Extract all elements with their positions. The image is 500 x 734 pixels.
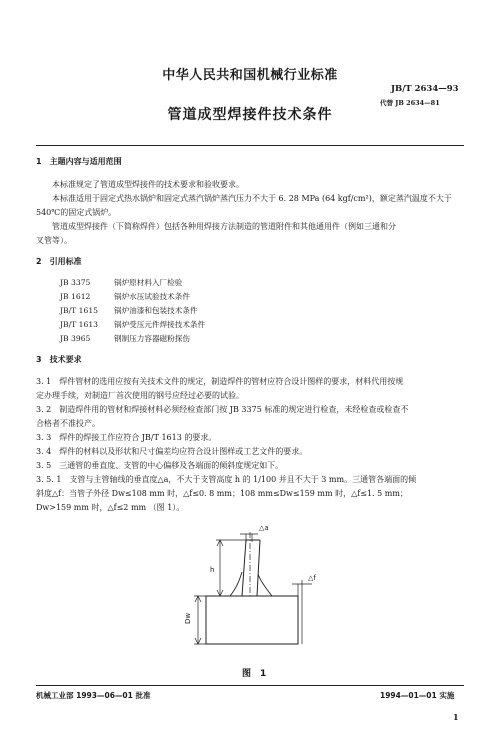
standard-code: JB/T 2634—93 [391,84,459,94]
reference-code: JB 3965 [60,334,91,343]
clause-3-5-1c: Dw>159 mm 时，△f≤2 mm （图 1）。 [36,503,185,512]
clause-3-5: 3. 5 三通管的垂直度、支管的中心偏移及各端面的倾斜度规定如下。 [36,461,284,470]
clause-3-5-1b: 斜度△f：当管子外径 Dw≤108 mm 时，△f≤0. 8 mm；108 mm≤Dw≤159 mm 时，△f≤1. 5 mm； [36,489,408,498]
section-1-para-2a: 本标准适用于固定式热水锅炉和固定式蒸汽锅炉蒸汽压力不大于 6. 28 MPa (64 kgf/cm²)，额定蒸汽温度不大于 [52,194,452,203]
approval-date: 机械工业部 1993—06—01 批准 [36,691,151,700]
clause-3-3: 3. 3 焊件的焊接工作应符合 JB/T 1613 的要求。 [36,433,217,442]
document-title: 管道成型焊接件技术条件 [167,107,333,123]
footer-rule [36,685,464,686]
section-1-para-3a: 管道成型焊接件（下简称焊件）包括各种用焊接方法制造的管道附件和其他通用件（例如三通和分 [52,222,396,231]
reference-item [60,332,190,346]
section-3-heading: 3 技术要求 [36,355,82,364]
section-1-para-3b: 叉管等）。 [36,236,72,245]
clause-3-4: 3. 4 焊件的材料以及形状和尺寸偏差均应符合设计图样或工艺文件的要求。 [36,447,308,456]
reference-item [60,304,198,318]
reference-item [60,276,182,290]
section-1-heading: 1 主题内容与适用范围 [36,157,122,166]
reference-code: JB 1612 [60,292,91,301]
reference-item [60,318,205,332]
reference-title: 锅炉原材料入厂检验 [114,278,183,287]
reference-title: 锅炉油漆和包装技术条件 [114,306,198,315]
dw-label: Dw [184,612,192,624]
section-2-heading: 2 引用标准 [36,257,82,266]
figure-caption: 图 1 [242,669,267,679]
clause-3-5-1a: 3. 5. 1 支管与主管轴线的垂直度△a，不大于支管高度 h 的 1/100 并且不大于 3 mm。三通管各端面的倾 [36,475,417,484]
section-1-para-2b: 540℃的固定式锅炉。 [36,208,117,217]
reference-code: JB/T 1613 [60,320,98,329]
header-rule [36,145,464,146]
main-pipe [206,596,298,644]
figure-1-tee-diagram [160,520,340,650]
standard-category: 中华人民共和国机械行业标准 [162,68,338,83]
clause-3-1b: 定办理手续，对制造厂首次使用的钢号应经过必要的试验。 [36,391,244,400]
branch-pipe [242,540,260,596]
reference-title: 锅炉受压元件焊接技术条件 [114,320,206,329]
reference-title: 钢制压力容器磁粉探伤 [114,334,190,343]
replaces-note: 代替 JB 2634—81 [380,99,440,107]
reference-code: JB/T 1615 [60,306,98,315]
reference-code: JB 3375 [60,278,91,287]
clause-3-2a: 3. 2 制造焊件用的管材和焊接材料必须经检查部门按 JB 3375 标准的规定进行检查，未经检查或检查不 [36,405,409,414]
effective-date: 1994—01—01 实施 [380,691,455,700]
clause-3-2b: 合格者不准投产。 [36,419,100,428]
page-number: 1 [453,712,459,722]
reference-item [60,290,190,304]
h-label: h [210,566,215,574]
reference-title: 锅炉水压试验技术条件 [114,292,190,301]
delta-f-label: △f [308,574,316,582]
delta-a-label: △a [259,524,269,532]
section-1-para-1: 本标准规定了管道成型焊接件的技术要求和验收要求。 [52,180,244,189]
clause-3-1a: 3. 1 焊件管材的选用应按有关技术文件的规定，制造焊件的管材应符合设计图样的要求，材料代用按规 [36,377,404,386]
